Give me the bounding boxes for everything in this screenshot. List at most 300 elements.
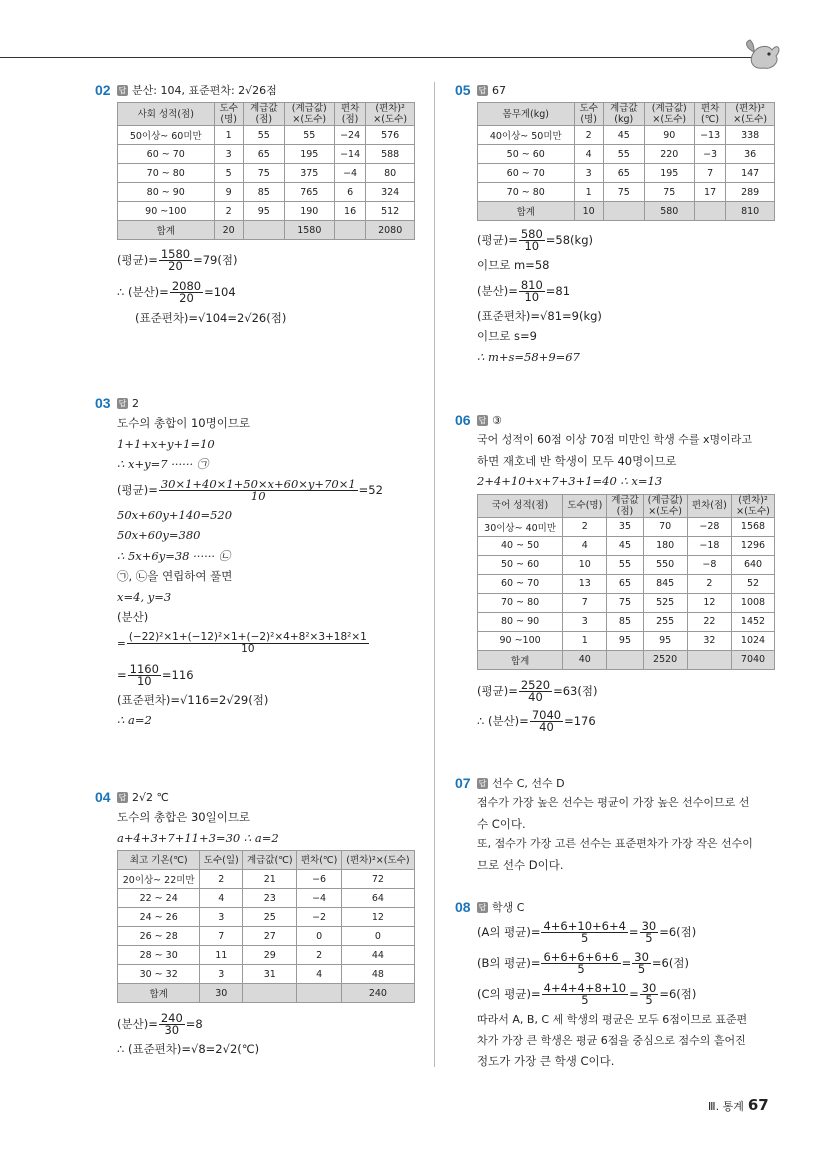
solution-line: 이므로 m=58 xyxy=(477,258,550,272)
solution-line: 정도가 가장 큰 학생 C이다. xyxy=(477,1054,615,1068)
table-cell: 28 ~ 30 xyxy=(118,946,200,965)
table-cell: 1 xyxy=(563,631,607,650)
equals: = xyxy=(628,925,639,939)
table-cell: 60 ~ 70 xyxy=(478,164,575,183)
table-header: 도수 (명) xyxy=(574,103,603,126)
frequency-table xyxy=(117,850,415,1003)
solution-line: 도수의 총합이 10명이므로 xyxy=(117,416,251,430)
table-header: 사회 성적(점) xyxy=(118,103,215,126)
table-cell: 195 xyxy=(644,164,694,183)
table-header: 도수 (명) xyxy=(214,103,243,126)
table-cell: 90 ~100 xyxy=(118,202,215,221)
table-cell: 0 xyxy=(297,927,341,946)
table-cell: −14 xyxy=(334,145,365,164)
problem-number: 03 xyxy=(95,395,111,411)
table-cell: 13 xyxy=(563,574,607,593)
table-cell: 190 xyxy=(284,202,334,221)
variance-result: =116 xyxy=(161,667,194,682)
table-cell: 324 xyxy=(366,183,415,202)
answer-text: ③ xyxy=(492,413,502,427)
table-cell: 80 xyxy=(366,164,415,183)
table-header: 계급값 (점) xyxy=(607,494,643,517)
table-row xyxy=(478,574,775,593)
mean-label: (평균)= xyxy=(117,482,158,497)
table-cell: 4 xyxy=(200,889,243,908)
table-cell: 80 ~ 90 xyxy=(478,612,563,631)
mean-label: (A의 평균)= xyxy=(477,925,541,939)
table-cell: 3 xyxy=(563,612,607,631)
table-cell: 375 xyxy=(284,164,334,183)
solution-line: 도수의 총합은 30일이므로 xyxy=(117,810,251,824)
table-cell: 55 xyxy=(243,126,284,145)
answer-badge-icon: 답 xyxy=(118,85,127,95)
solution-line: 50x+60y=380 xyxy=(117,528,201,542)
table-cell: 50 ~ 60 xyxy=(478,145,575,164)
table-cell: 52 xyxy=(732,574,775,593)
table-cell: 9 xyxy=(214,183,243,202)
table-cell: 48 xyxy=(341,965,414,984)
table-cell: 95 xyxy=(243,202,284,221)
answer-text: 2 xyxy=(132,396,139,410)
page-number: 67 xyxy=(747,1096,769,1114)
table-row xyxy=(478,183,775,202)
table-row xyxy=(118,145,415,164)
table-cell: 22 ~ 24 xyxy=(118,889,200,908)
table-cell: −18 xyxy=(687,536,731,555)
fraction: $\frac{6+6+6+6+6}{5}$ xyxy=(543,950,619,976)
table-cell: 55 xyxy=(607,555,643,574)
table-cell: 64 xyxy=(341,889,414,908)
table-cell: 2 xyxy=(563,517,607,536)
table-cell: 90 xyxy=(644,126,694,145)
table-cell: 55 xyxy=(284,126,334,145)
fraction: $\frac{30}{5}$ xyxy=(641,919,657,945)
table-header: 계급값 (점) xyxy=(243,103,284,126)
table-cell: 70 ~ 80 xyxy=(478,183,575,202)
table-row xyxy=(118,164,415,183)
solution-line: ∴ a=2 xyxy=(117,713,152,727)
table-header: 편차(℃) xyxy=(297,851,341,870)
table-slash-cell xyxy=(694,202,725,221)
header-rule xyxy=(0,57,760,58)
table-header: 도수(일) xyxy=(200,851,243,870)
table-cell: 27 xyxy=(243,927,297,946)
answer-text: 2√2 ℃ xyxy=(132,790,169,804)
table-cell: 70 ~ 80 xyxy=(118,164,215,183)
table-cell: 4 xyxy=(563,536,607,555)
table-header: (계급값) ×(도수) xyxy=(284,103,334,126)
table-row xyxy=(478,517,775,536)
table-cell: 65 xyxy=(243,145,284,164)
table-cell: 21 xyxy=(243,870,297,889)
table-row xyxy=(478,555,775,574)
table-cell: 3 xyxy=(200,908,243,927)
table-cell: 1024 xyxy=(732,631,775,650)
table-header: 최고 기온(℃) xyxy=(118,851,200,870)
table-cell: 147 xyxy=(726,164,775,183)
solution-line: 점수가 가장 높은 선수는 평균이 가장 높은 선수이므로 선 xyxy=(477,796,750,809)
variance-result: =8 xyxy=(185,1017,203,1031)
table-cell: 30 xyxy=(200,984,243,1003)
solution-line: ∴ m+s=58+9=67 xyxy=(477,349,580,364)
table-row xyxy=(478,126,775,145)
table-cell: 50이상~ 60미만 xyxy=(118,126,215,145)
table-cell: 40 xyxy=(563,650,607,669)
table-cell: 75 xyxy=(607,593,643,612)
solution-line: 이므로 s=9 xyxy=(477,329,537,343)
table-cell: 1452 xyxy=(732,612,775,631)
table-cell: 95 xyxy=(607,631,643,650)
table-header: (계급값) ×(도수) xyxy=(644,103,694,126)
fraction: $\frac{2080}{20}$ xyxy=(171,279,202,305)
table-cell: 1008 xyxy=(732,593,775,612)
solution-line: x=4, y=3 xyxy=(117,589,172,604)
answer-badge-icon: 답 xyxy=(478,778,487,788)
table-header: (계급값) ×(도수) xyxy=(643,494,687,517)
table-cell: 2520 xyxy=(643,650,687,669)
fraction: $\frac{240}{30}$ xyxy=(160,1011,183,1037)
table-cell: 7 xyxy=(694,164,725,183)
fraction: $\frac{1580}{20}$ xyxy=(160,247,191,273)
table-cell: 60 ~ 70 xyxy=(118,145,215,164)
table-cell: 2 xyxy=(574,126,603,145)
table-total-row xyxy=(118,984,415,1003)
table-cell: 1568 xyxy=(732,517,775,536)
table-cell: 3 xyxy=(200,965,243,984)
table-cell: 512 xyxy=(366,202,415,221)
table-cell: 70 ~ 80 xyxy=(478,593,563,612)
solution-line: ∴ x+y=7 ······ ㉠ xyxy=(117,457,209,471)
answer-text: 분산: 104, 표준편차: 2√26점 xyxy=(132,84,277,97)
table-cell: 845 xyxy=(643,574,687,593)
fraction: $\frac{4+6+10+6+4}{5}$ xyxy=(543,919,626,945)
table-cell: 1 xyxy=(574,183,603,202)
mean-result: =79(점) xyxy=(193,253,238,267)
solution-line: (표준편차)=√116=2√29(점) xyxy=(117,692,269,707)
table-cell: 55 xyxy=(603,145,644,164)
table-header: 편차(점) xyxy=(687,494,731,517)
table-header: 도수(명) xyxy=(563,494,607,517)
table-slash-cell xyxy=(607,650,643,669)
variance-label: ∴ (분산)= xyxy=(477,713,529,728)
frequency-table xyxy=(477,102,775,221)
table-cell: 20 xyxy=(214,221,243,240)
std-dev: ∴ (표준편차)=√8=2√2(℃) xyxy=(117,1042,260,1056)
table-cell: 5 xyxy=(214,164,243,183)
answer-badge-icon: 답 xyxy=(478,415,487,425)
mean-result: =58(kg) xyxy=(545,233,593,247)
table-cell: −4 xyxy=(297,889,341,908)
table-header: 편차 (℃) xyxy=(694,103,725,126)
table-cell: 75 xyxy=(243,164,284,183)
table-total-row xyxy=(118,221,415,240)
table-header: (편차)² ×(도수) xyxy=(732,494,775,517)
problem-04 xyxy=(95,787,420,1060)
table-row xyxy=(118,126,415,145)
table-cell: 4 xyxy=(574,145,603,164)
table-cell: 580 xyxy=(644,202,694,221)
table-cell: 24 ~ 26 xyxy=(118,908,200,927)
table-cell: 525 xyxy=(643,593,687,612)
table-cell: 29 xyxy=(243,946,297,965)
table-cell: 1580 xyxy=(284,221,334,240)
answer-badge-icon: 답 xyxy=(478,85,487,95)
table-cell: 1 xyxy=(214,126,243,145)
table-cell: 588 xyxy=(366,145,415,164)
table-cell: 60 ~ 70 xyxy=(478,574,563,593)
table-cell: 240 xyxy=(341,984,414,1003)
table-cell: 50 ~ 60 xyxy=(478,555,563,574)
table-cell: 17 xyxy=(694,183,725,202)
problem-05 xyxy=(455,80,780,367)
table-cell: 4 xyxy=(297,965,341,984)
problem-number: 06 xyxy=(455,412,471,428)
table-cell: 36 xyxy=(726,145,775,164)
mean-result: =6(점) xyxy=(651,956,689,970)
table-cell: 2 xyxy=(200,870,243,889)
table-cell: 10 xyxy=(563,555,607,574)
table-cell: 1296 xyxy=(732,536,775,555)
solution-line: 50x+60y+140=520 xyxy=(117,507,233,522)
table-cell: 765 xyxy=(284,183,334,202)
problem-number: 07 xyxy=(455,775,471,791)
solution-line: (분산) xyxy=(117,610,149,624)
table-cell: 2 xyxy=(297,946,341,965)
table-header: 국어 성적(점) xyxy=(478,494,563,517)
table-cell: 26 ~ 28 xyxy=(118,927,200,946)
table-cell: 90 ~100 xyxy=(478,631,563,650)
table-header: (편차)²×(도수) xyxy=(341,851,414,870)
table-total-row xyxy=(478,650,775,669)
table-slash-cell xyxy=(243,221,284,240)
variance-label: (분산)= xyxy=(117,1017,158,1031)
table-cell: 20이상~ 22미만 xyxy=(118,870,200,889)
table-cell: 220 xyxy=(644,145,694,164)
mean-label: (B의 평균)= xyxy=(477,956,541,970)
table-cell: 2080 xyxy=(366,221,415,240)
solution-line: 또, 점수가 가장 고른 선수는 표준편차가 가장 작은 선수이 xyxy=(477,837,753,850)
table-cell: −24 xyxy=(334,126,365,145)
solution-line: ∴ 5x+6y=38 ······ ㉡ xyxy=(117,548,231,563)
frequency-table xyxy=(117,102,415,240)
chapter-label: Ⅲ. 통계 xyxy=(708,1100,744,1113)
table-cell: 45 xyxy=(607,536,643,555)
table-cell: 합계 xyxy=(478,202,575,221)
fraction: $\frac{30}{5}$ xyxy=(641,981,657,1007)
solution-line: a+4+3+7+11+3=30 ∴ a=2 xyxy=(117,830,279,845)
fraction: $\frac{4+4+4+8+10}{5}$ xyxy=(543,981,627,1007)
table-cell: 338 xyxy=(726,126,775,145)
table-header: 계급값 (kg) xyxy=(603,103,644,126)
table-cell: −28 xyxy=(687,517,731,536)
table-cell: 12 xyxy=(687,593,731,612)
table-cell: 35 xyxy=(607,517,643,536)
table-cell: 70 xyxy=(643,517,687,536)
table-cell: 합계 xyxy=(118,221,215,240)
fraction: $\frac{580}{10}$ xyxy=(520,227,543,253)
table-cell: 80 ~ 90 xyxy=(118,183,215,202)
table-row xyxy=(118,965,415,984)
problem-number: 08 xyxy=(455,899,471,915)
table-cell: 95 xyxy=(643,631,687,650)
solution-line: 수 C이다. xyxy=(477,816,526,831)
table-cell: 30이상~ 40미만 xyxy=(478,517,563,536)
table-cell: 2 xyxy=(687,574,731,593)
table-cell: 550 xyxy=(643,555,687,574)
table-cell: 16 xyxy=(334,202,365,221)
table-header: 편차 (점) xyxy=(334,103,365,126)
fraction: $\frac{\text{(−22)²×1+(−12)²×1+(−2)²×4+8²×3+18²×1}}{10}$ xyxy=(128,631,367,655)
equals: = xyxy=(117,637,126,650)
table-header: (편차)² ×(도수) xyxy=(366,103,415,126)
solution-line: (표준편차)=√81=9(kg) xyxy=(477,308,602,323)
table-cell: 7040 xyxy=(732,650,775,669)
problem-number: 05 xyxy=(455,82,471,98)
problem-08 xyxy=(455,897,780,1072)
table-row xyxy=(118,183,415,202)
table-row xyxy=(118,202,415,221)
table-cell: 7 xyxy=(563,593,607,612)
table-cell: 75 xyxy=(644,183,694,202)
table-slash-cell xyxy=(297,984,341,1003)
table-row xyxy=(478,612,775,631)
problem-number: 02 xyxy=(95,82,111,98)
problem-06 xyxy=(455,410,780,736)
table-cell: 11 xyxy=(200,946,243,965)
table-cell: 289 xyxy=(726,183,775,202)
table-cell: 7 xyxy=(200,927,243,946)
std-dev: (표준편차)=√104=2√26(점) xyxy=(135,311,287,325)
table-row xyxy=(118,927,415,946)
table-cell: 65 xyxy=(607,574,643,593)
table-cell: 255 xyxy=(643,612,687,631)
table-cell: 12 xyxy=(341,908,414,927)
mean-label: (평균)= xyxy=(477,233,518,247)
solution-line: 국어 성적이 60점 이상 70점 미만인 학생 수를 x명이라고 xyxy=(477,433,752,446)
table-cell: −13 xyxy=(694,126,725,145)
equals: = xyxy=(629,987,639,1001)
table-cell: 25 xyxy=(243,908,297,927)
answer-text: 선수 C, 선수 D xyxy=(492,777,565,790)
table-cell: 32 xyxy=(687,631,731,650)
table-cell: 31 xyxy=(243,965,297,984)
table-slash-cell xyxy=(334,221,365,240)
table-cell: 72 xyxy=(341,870,414,889)
table-row xyxy=(478,593,775,612)
table-header: 몸무게(kg) xyxy=(478,103,575,126)
problem-number: 04 xyxy=(95,789,111,805)
mean-result: =63(점) xyxy=(553,683,598,698)
table-slash-cell xyxy=(243,984,297,1003)
problem-07 xyxy=(455,773,780,875)
problem-02 xyxy=(95,80,420,329)
solution-line: 1+1+x+y+1=10 xyxy=(117,436,215,451)
table-row xyxy=(478,145,775,164)
mean-result: =52 xyxy=(358,482,383,497)
table-cell: 0 xyxy=(341,927,414,946)
table-cell: 10 xyxy=(574,202,603,221)
table-cell: 합계 xyxy=(478,650,563,669)
variance-label: (분산)= xyxy=(477,283,518,298)
equals: = xyxy=(621,956,632,970)
variance-result: =176 xyxy=(564,713,596,728)
table-cell: −2 xyxy=(297,908,341,927)
mean-result: =6(점) xyxy=(659,987,697,1001)
fraction: $\frac{810}{10}$ xyxy=(520,277,543,304)
answer-text: 학생 C xyxy=(492,901,525,914)
mean-label: (평균)= xyxy=(477,683,518,698)
table-row xyxy=(478,536,775,555)
fraction: $\frac{30\times 1+40\times 1+50\times x+60\times y+70\times 1}{10}$ xyxy=(160,476,356,503)
table-row xyxy=(478,631,775,650)
solution-line: ㉠, ㉡을 연립하여 풀면 xyxy=(117,569,233,583)
table-cell: 23 xyxy=(243,889,297,908)
mean-result: =6(점) xyxy=(659,925,697,939)
table-header: 계급값(℃) xyxy=(243,851,297,870)
answer-badge-icon: 답 xyxy=(478,902,487,912)
table-cell: 30 ~ 32 xyxy=(118,965,200,984)
solution-line: 하면 재호네 반 학생이 모두 40명이므로 xyxy=(477,453,677,468)
solution-line: 차가 가장 큰 학생은 평균 6점을 중심으로 점수의 흩어진 xyxy=(477,1033,746,1047)
table-row xyxy=(478,164,775,183)
table-cell: −4 xyxy=(334,164,365,183)
variance-result: =81 xyxy=(545,283,571,298)
table-cell: 65 xyxy=(603,164,644,183)
table-cell: 6 xyxy=(334,183,365,202)
table-cell: 40이상~ 50미만 xyxy=(478,126,575,145)
table-total-row xyxy=(478,202,775,221)
table-cell: 195 xyxy=(284,145,334,164)
table-cell: 22 xyxy=(687,612,731,631)
solution-line: 따라서 A, B, C 세 학생의 평균은 모두 6점이므로 표준편 xyxy=(477,1013,748,1026)
table-cell: 810 xyxy=(726,202,775,221)
equals: = xyxy=(117,667,127,682)
variance-result: =104 xyxy=(204,285,236,299)
table-row xyxy=(118,946,415,965)
table-cell: 44 xyxy=(341,946,414,965)
table-row xyxy=(118,889,415,908)
answer-text: 67 xyxy=(492,83,506,97)
mean-label: (C의 평균)= xyxy=(477,987,541,1001)
table-cell: −3 xyxy=(694,145,725,164)
table-cell: 합계 xyxy=(118,984,200,1003)
table-cell: 3 xyxy=(214,145,243,164)
fraction: $\frac{2520}{40}$ xyxy=(520,677,551,704)
squirrel-mascot-icon xyxy=(742,38,782,74)
table-header: (편차)² ×(도수) xyxy=(726,103,775,126)
frequency-table xyxy=(477,494,775,670)
table-row xyxy=(118,870,415,889)
fraction: $\frac{30}{5}$ xyxy=(634,950,649,976)
table-cell: 45 xyxy=(603,126,644,145)
solution-line: 므로 선수 D이다. xyxy=(477,857,564,872)
table-cell: 75 xyxy=(603,183,644,202)
table-slash-cell xyxy=(603,202,644,221)
column-divider xyxy=(434,82,435,1067)
table-cell: 40 ~ 50 xyxy=(478,536,563,555)
table-cell: 3 xyxy=(574,164,603,183)
table-slash-cell xyxy=(687,650,731,669)
table-cell: 576 xyxy=(366,126,415,145)
table-cell: 85 xyxy=(607,612,643,631)
table-cell: 180 xyxy=(643,536,687,555)
table-cell: 2 xyxy=(214,202,243,221)
table-cell: −8 xyxy=(687,555,731,574)
page-footer xyxy=(708,1096,769,1114)
table-cell: −6 xyxy=(297,870,341,889)
variance-label: ∴ (분산)= xyxy=(117,285,169,299)
table-cell: 85 xyxy=(243,183,284,202)
